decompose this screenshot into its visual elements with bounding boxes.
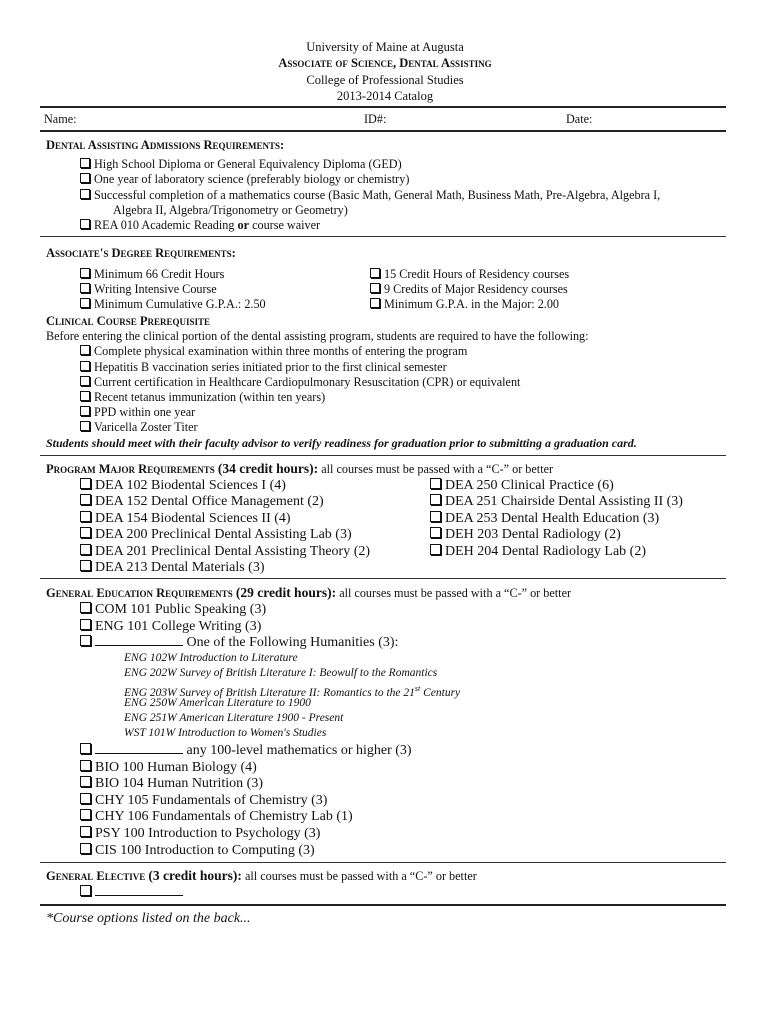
checkbox-icon[interactable] <box>370 283 380 293</box>
major-heading: Program Major Requirements (34 credit hours): all courses must be passed with a “C-” or better <box>46 461 554 476</box>
humanities-option: ENG 202W Survey of British Literature I: Beowulf to the Romantics <box>124 667 438 679</box>
admissions-item-continued: Algebra II, Algebra/Trigonometry or Geometry) <box>113 203 348 217</box>
humanities-option: ENG 251W American Literature 1900 - Present <box>124 712 344 724</box>
checkbox-icon[interactable] <box>80 494 91 505</box>
checkbox-icon[interactable] <box>80 544 91 555</box>
admissions-item: One year of laboratory science (preferably biology or chemistry) <box>80 172 409 187</box>
checkbox-icon[interactable] <box>80 743 91 754</box>
humanities-option: ENG 203W Survey of British Literature II: Romantics to the 21st Century <box>124 684 461 699</box>
checkbox-icon[interactable] <box>430 544 441 555</box>
checkbox-icon[interactable] <box>80 843 91 854</box>
associates-item: Writing Intensive Course <box>80 282 217 297</box>
admissions-item: Successful completion of a mathematics course (Basic Math, General Math, Business Math, Pre-Algebra, Algebra I, <box>80 188 660 203</box>
associates-item: Minimum Cumulative G.P.A.: 2.50 <box>80 297 266 312</box>
major-course: DEA 200 Preclinical Dental Assisting Lab (3) <box>80 526 352 543</box>
major-course: DEA 253 Dental Health Education (3) <box>430 510 659 527</box>
clinical-item: Complete physical examination within three months of entering the program <box>80 344 467 359</box>
checkbox-icon[interactable] <box>80 826 91 837</box>
checkbox-icon[interactable] <box>80 760 91 771</box>
admissions-heading: Dental Assisting Admissions Requirements: <box>46 138 285 152</box>
checkbox-icon[interactable] <box>80 602 91 613</box>
checkbox-icon[interactable] <box>80 776 91 787</box>
clinical-heading: Clinical Course Prerequisite <box>46 314 210 328</box>
associates-heading: Associate's Degree Requirements: <box>46 246 236 260</box>
header-rule <box>40 106 726 108</box>
checkbox-icon[interactable] <box>370 268 380 278</box>
checkbox-icon[interactable] <box>370 298 380 308</box>
gened-course: CHY 105 Fundamentals of Chemistry (3) <box>80 792 327 809</box>
checkbox-icon[interactable] <box>80 478 91 489</box>
checkbox-icon[interactable] <box>80 189 90 199</box>
gened-course: ENG 101 College Writing (3) <box>80 618 261 635</box>
clinical-item: Recent tetanus immunization (within ten years) <box>80 390 325 405</box>
clinical-intro: Before entering the clinical portion of the dental assisting program, students are required to have the following: <box>46 329 589 343</box>
clinical-item: Varicella Zoster Titer <box>80 420 198 435</box>
admissions-item: High School Diploma or General Equivalency Diploma (GED) <box>80 157 402 172</box>
major-course: DEA 250 Clinical Practice (6) <box>430 477 614 494</box>
gened-course: CIS 100 Introduction to Computing (3) <box>80 842 315 859</box>
checkbox-icon[interactable] <box>80 345 90 355</box>
checkbox-icon[interactable] <box>80 619 91 630</box>
humanities-blank[interactable] <box>95 634 183 646</box>
humanities-option: ENG 250W American Literature to 1900 <box>124 697 311 709</box>
associates-item: Minimum G.P.A. in the Major: 2.00 <box>370 297 559 312</box>
university-title: University of Maine at Augusta <box>306 40 464 54</box>
checkbox-icon[interactable] <box>430 527 441 538</box>
elective-heading: General Elective (3 credit hours): all courses must be passed with a “C-” or better <box>46 868 477 883</box>
major-course: DEA 201 Preclinical Dental Assisting Theory (2) <box>80 543 370 560</box>
checkbox-icon[interactable] <box>80 391 90 401</box>
checkbox-icon[interactable] <box>430 511 441 522</box>
checkbox-icon[interactable] <box>80 298 90 308</box>
checkbox-icon[interactable] <box>80 376 90 386</box>
advisor-note: Students should meet with their faculty advisor to verify readiness for graduation prior to submitting a graduation card. <box>46 436 637 450</box>
humanities-row: One of the Following Humanities (3): <box>80 634 398 651</box>
major-course: DEH 204 Dental Radiology Lab (2) <box>430 543 646 560</box>
checkbox-icon[interactable] <box>80 173 90 183</box>
name-label: Name: <box>44 112 77 126</box>
admissions-rule <box>40 236 726 237</box>
footer-note: *Course options listed on the back... <box>46 911 251 926</box>
checkbox-icon[interactable] <box>80 219 90 229</box>
college-title: College of Professional Studies <box>306 73 464 87</box>
checkbox-icon[interactable] <box>80 361 90 371</box>
gened-rule <box>40 862 726 863</box>
clinical-item: Current certification in Healthcare Cardiopulmonary Resuscitation (CPR) or equivalent <box>80 375 520 390</box>
clinical-rule <box>40 455 726 456</box>
major-course: DEA 152 Dental Office Management (2) <box>80 493 324 510</box>
major-rule <box>40 578 726 579</box>
clinical-item: Hepatitis B vaccination series initiated prior to the first clinical semester <box>80 360 447 375</box>
gened-course: BIO 100 Human Biology (4) <box>80 759 257 776</box>
catalog-year: 2013-2014 Catalog <box>336 89 434 103</box>
checkbox-icon[interactable] <box>80 885 91 896</box>
date-label: Date: <box>566 112 593 126</box>
checkbox-icon[interactable] <box>80 793 91 804</box>
info-rule <box>40 130 726 132</box>
checkbox-icon[interactable] <box>80 809 91 820</box>
major-course: DEH 203 Dental Radiology (2) <box>430 526 621 543</box>
checkbox-icon[interactable] <box>80 158 90 168</box>
checkbox-icon[interactable] <box>80 421 90 431</box>
math-row: any 100-level mathematics or higher (3) <box>80 742 412 759</box>
checkbox-icon[interactable] <box>80 527 91 538</box>
gened-course: PSY 100 Introduction to Psychology (3) <box>80 825 320 842</box>
major-course: DEA 251 Chairside Dental Assisting II (3) <box>430 493 683 510</box>
checkbox-icon[interactable] <box>80 283 90 293</box>
checkbox-icon[interactable] <box>80 406 90 416</box>
elective-rule <box>40 904 726 906</box>
associates-item: Minimum 66 Credit Hours <box>80 267 224 282</box>
checkbox-icon[interactable] <box>80 511 91 522</box>
major-course: DEA 213 Dental Materials (3) <box>80 559 265 576</box>
checkbox-icon[interactable] <box>80 268 90 278</box>
clinical-item: PPD within one year <box>80 405 195 420</box>
major-course: DEA 102 Biodental Sciences I (4) <box>80 477 286 494</box>
humanities-option: ENG 102W Introduction to Literature <box>124 652 298 664</box>
gened-course: BIO 104 Human Nutrition (3) <box>80 775 263 792</box>
math-blank[interactable] <box>95 742 183 754</box>
admissions-item: REA 010 Academic Reading or course waiver <box>80 218 320 233</box>
checkbox-icon[interactable] <box>430 494 441 505</box>
degree-title: Associate of Science, Dental Assisting <box>278 56 492 70</box>
gened-course: CHY 106 Fundamentals of Chemistry Lab (1) <box>80 808 353 825</box>
elective-row <box>80 884 183 901</box>
checkbox-icon[interactable] <box>430 478 441 489</box>
associates-item: 15 Credit Hours of Residency courses <box>370 267 569 282</box>
gened-course: COM 101 Public Speaking (3) <box>80 601 266 618</box>
checkbox-icon[interactable] <box>80 635 91 646</box>
major-course: DEA 154 Biodental Sciences II (4) <box>80 510 291 527</box>
humanities-option: WST 101W Introduction to Women's Studies <box>124 727 327 739</box>
gened-heading: General Education Requirements (29 credit hours): all courses must be passed with a “C-” or better <box>46 585 572 600</box>
elective-blank[interactable] <box>95 884 183 896</box>
id-label: ID#: <box>364 112 387 126</box>
associates-item: 9 Credits of Major Residency courses <box>370 282 568 297</box>
checkbox-icon[interactable] <box>80 560 91 571</box>
